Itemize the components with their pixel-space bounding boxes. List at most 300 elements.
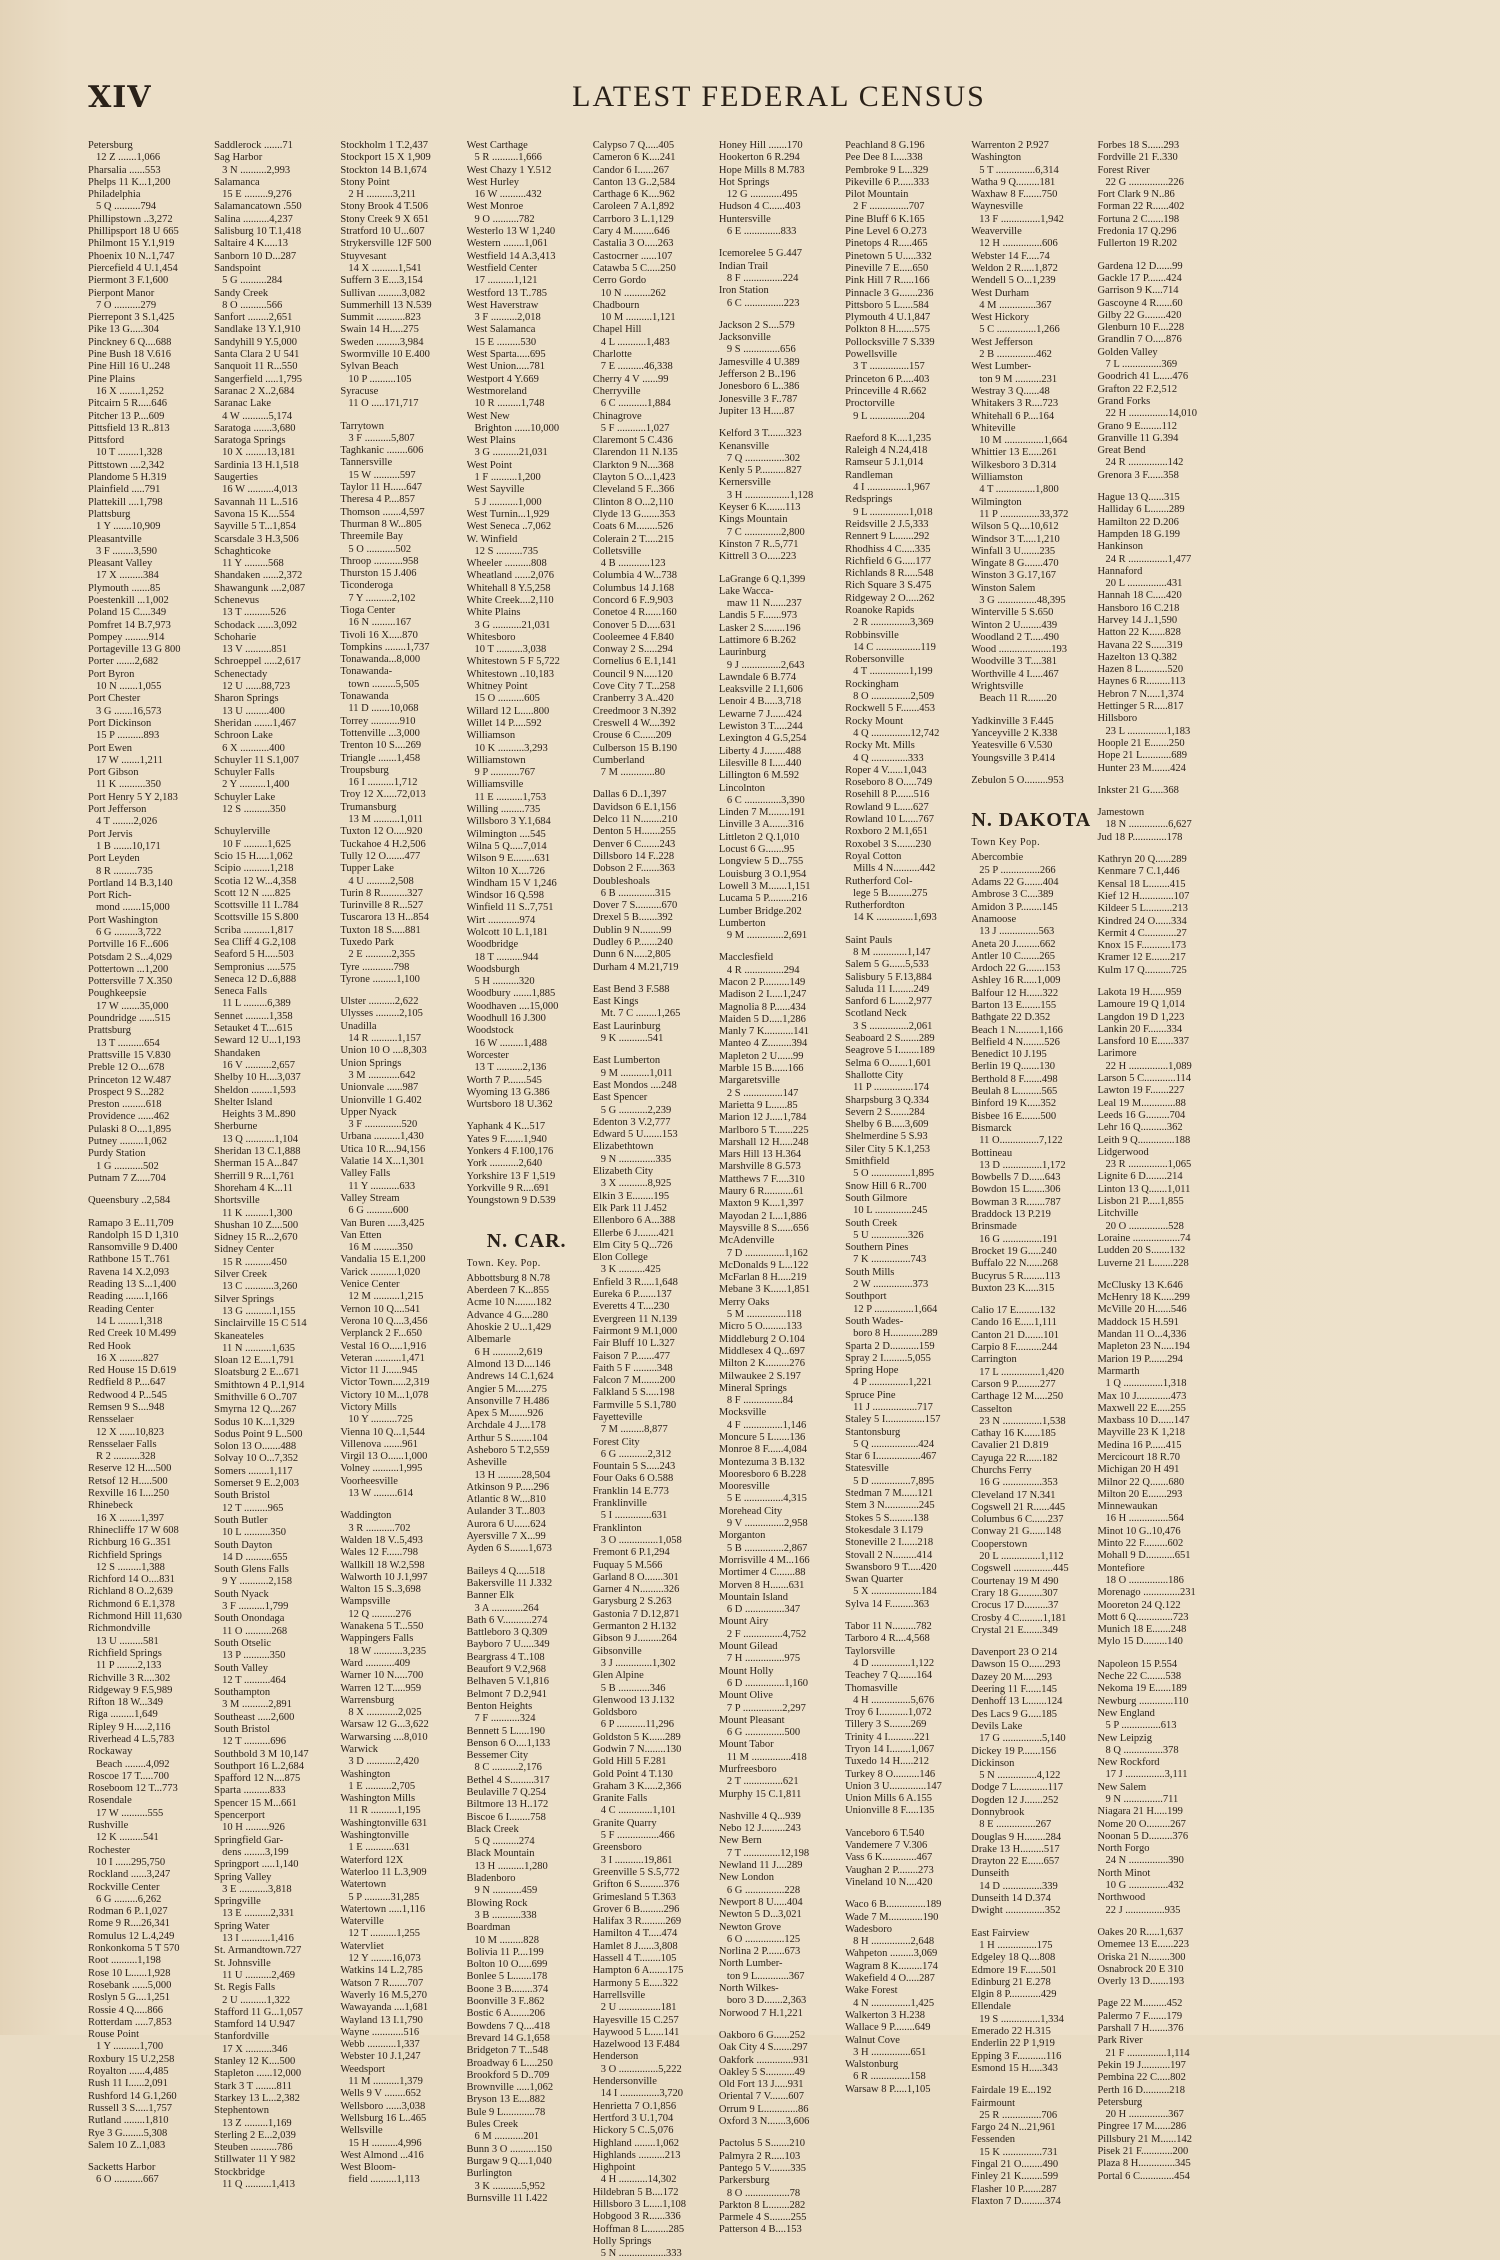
census-entry-continuation: 9 N ...........459: [474, 1885, 538, 1897]
census-entry: Solvay 10 O...7,352: [214, 1453, 299, 1465]
census-entry: Poestenkill ...1,002: [88, 594, 169, 606]
census-entry: Tyre ............798: [340, 961, 410, 973]
census-entry-continuation: 1 Y .......10,909: [96, 521, 161, 533]
census-entry: Lawton 19 F.......227: [1097, 1085, 1185, 1097]
census-entry: Pittsfield 13 R..813: [88, 422, 170, 434]
census-entry: Wales 12 F......798: [340, 1547, 419, 1559]
census-entry: Lexington 4 G.5,254: [718, 733, 807, 745]
census-entry: Unadilla: [340, 1020, 377, 1032]
census-entry: Crocus 17 D.........37: [971, 1600, 1059, 1612]
census-entry: Mercicourt 18 R.70: [1097, 1451, 1180, 1463]
census-entry: Somerset 9 E..2,003: [214, 1478, 300, 1490]
census-entry-continuation: 9 N ..............335: [600, 1153, 672, 1165]
census-entry: Saltaire 4 K.....13: [214, 238, 288, 250]
census-entry: Rutherfordton: [845, 900, 905, 912]
census-entry: Pisek 21 F............200: [1097, 2146, 1189, 2158]
census-entry-continuation: 13 C ...........3,260: [222, 1281, 298, 1293]
census-entry: Tyrone .........1,100: [340, 973, 420, 985]
census-entry-continuation: 5 C ...............1,266: [979, 324, 1060, 336]
census-entry: Winfield 11 S..7,751: [466, 902, 554, 914]
census-entry: Yonkers 4 F.100,176: [466, 1146, 554, 1158]
census-entry: Troupsburg: [340, 764, 389, 776]
census-entry: Manly 7 K...........141: [718, 1026, 810, 1038]
census-entry: Sea Cliff 4 G.2,108: [214, 937, 296, 948]
census-entry: Candor 6 I......267: [592, 164, 670, 176]
census-entry: West Union.....781: [466, 361, 546, 373]
census-entry: Rushford 14 G.1,260: [88, 2090, 177, 2102]
census-entry-continuation: 2 T ...............621: [726, 1776, 799, 1788]
census-entry: Royal Cotton: [845, 850, 902, 862]
census-entry: Port Chester: [88, 693, 141, 705]
census-entry: Wappingers Falls: [340, 1633, 414, 1645]
census-entry: Roxboro 2 M.1,651: [845, 826, 928, 838]
census-entry: White Plains: [466, 607, 521, 619]
census-entry-continuation: 10 T ..........3,038: [474, 644, 547, 656]
section-gap: [719, 418, 839, 428]
census-entry: Teachey 7 Q.......164: [845, 1670, 933, 1682]
census-entry: Glenburn 10 F....228: [1097, 322, 1185, 334]
census-entry: Pierpont Manor: [88, 287, 155, 299]
census-entry: Dogden 12 J.......252: [971, 1794, 1059, 1806]
census-entry: Monroe 8 F......4,084: [718, 1444, 808, 1456]
census-entry-continuation: 16 N .........167: [348, 617, 412, 629]
census-entry: Schodack ......3,092: [214, 619, 297, 631]
census-entry: Southbold 3 M 10,147: [214, 1748, 309, 1760]
census-entry: South Glens Falls: [214, 1564, 289, 1576]
census-entry-continuation: 5 N ..................333: [600, 2248, 682, 2260]
census-entry: Clarkton 9 N....368: [592, 459, 674, 471]
census-entry: Eureka 6 P.......137: [592, 1289, 672, 1301]
census-entry-continuation: 13 I ...........1,416: [222, 1933, 294, 1945]
census-entry-continuation: 2 F ...............707: [853, 201, 925, 213]
census-entry: Stockton 14 B.1,674: [340, 164, 427, 176]
census-entry: Munich 18 E.......248: [1097, 1624, 1187, 1636]
census-entry: Plaza 8 H..............345: [1097, 2158, 1191, 2170]
census-entry: Hoffman 8 L........285: [592, 2223, 685, 2235]
census-entry: Oak City 4 S.......297: [718, 2042, 808, 2054]
census-entry: Stamford 14 U.947: [214, 2019, 295, 2031]
census-entry: Rutherford Col-: [845, 875, 913, 887]
section-gap: [1097, 251, 1217, 261]
census-entry-continuation: 11 J .................717: [853, 1401, 933, 1413]
census-entry: Kildeer 5 L..........213: [1097, 903, 1188, 915]
census-entry: Chapel Hill: [592, 324, 642, 336]
census-entry: Salisburg 10 T.1,418: [214, 226, 302, 238]
census-entry: Sylva 14 F.........363: [845, 1598, 930, 1610]
census-entry: Warrensburg: [340, 1694, 395, 1706]
census-entry-continuation: 4 R ...............294: [726, 964, 800, 976]
census-entry: Shushan 10 Z....500: [214, 1219, 299, 1231]
census-entry: Saugerties: [214, 472, 258, 484]
census-entry: New Bern: [718, 1835, 762, 1847]
census-entry: Princeton 6 P.....403: [845, 373, 930, 385]
census-entry: Hatton 22 K......828: [1097, 627, 1181, 639]
census-entry: Sharpsburg 3 Q.334: [845, 1094, 930, 1106]
census-entry-continuation: 12 G ............495: [726, 189, 798, 201]
census-entry: Carrboro 3 L.1,129: [592, 213, 674, 225]
census-entry: Pingree 17 M......286: [1097, 2121, 1187, 2133]
census-entry: Taylorsville: [845, 1645, 896, 1657]
census-entry-continuation: 6 C ...............223: [726, 297, 800, 309]
census-entry: Casselton: [971, 1403, 1013, 1415]
census-entry: Phillipstown ..3,272: [88, 213, 173, 225]
census-entry: Westford 13 T..785: [466, 287, 547, 299]
census-entry: Scotland Neck: [845, 1008, 907, 1020]
census-entry: Warner 10 N.....700: [340, 1670, 424, 1682]
census-entry: Fountain 5 S.....243: [592, 1461, 676, 1473]
census-entry: Red Creek 10 M.499: [88, 1328, 177, 1340]
census-entry: Hendersonville: [592, 2076, 657, 2088]
census-entry: Poland 15 C....349: [88, 607, 167, 619]
census-entry: Wagram 8 K.........174: [845, 1960, 938, 1972]
census-entry: Cranberry 3 A..420: [592, 693, 674, 705]
census-entry: Mohall 9 D...........651: [1097, 1550, 1191, 1562]
census-entry: Valley Stream: [340, 1192, 400, 1204]
census-entry: Springport .....1,140: [214, 1859, 299, 1871]
census-entry-continuation: town .........5,505: [348, 678, 420, 690]
census-entry: Watervliet: [340, 1940, 384, 1952]
census-entry: Henderson: [592, 2051, 639, 2063]
census-entry: Canton 21 D.......101: [971, 1329, 1060, 1341]
census-entry: Sennet .........1,358: [214, 1010, 293, 1022]
census-entry: Woodbridge: [466, 939, 519, 951]
census-entry: Broadway 6 L....250: [466, 2057, 553, 2069]
census-entry: Whitehall 6 P....164: [971, 410, 1055, 422]
census-entry: Richmond 6 E.1,378: [88, 1598, 175, 1610]
census-entry: Conetoe 4 R......160: [592, 607, 677, 619]
census-entry: Benson 6 O....1,133: [466, 1737, 551, 1749]
census-entry: Bowbells 7 D......643: [971, 1172, 1061, 1184]
census-entry: Hillsboro: [1097, 713, 1138, 725]
census-entry-continuation: 17 X .........384: [96, 570, 159, 582]
census-entry: Lowell 3 M.......1,151: [718, 880, 811, 892]
census-entry: Rockaway: [88, 1746, 133, 1758]
census-entry: Garysburg 2 S.263: [592, 1596, 672, 1608]
census-entry: South Creek: [845, 1217, 898, 1229]
census-entry-continuation: 12 H ...............606: [979, 238, 1058, 250]
census-entry: Landis 5 F.......973: [718, 610, 798, 622]
census-entry-continuation: 3 F ..........5,807: [348, 432, 415, 444]
census-entry: Donnybrook: [971, 1807, 1025, 1818]
census-entry: Marble 15 B......166: [718, 1063, 804, 1075]
census-entry: Siler City 5 K.1,253: [845, 1143, 930, 1155]
census-entry: Wurtsboro 18 U.362: [466, 1099, 553, 1111]
census-entry: Waynesville: [971, 201, 1023, 213]
census-entry: Upper Nyack: [340, 1106, 397, 1118]
census-entry-continuation: 6 G ...............228: [726, 1884, 801, 1896]
census-entry: Cumberland: [592, 754, 645, 766]
census-entry-continuation: 6 C ..............3,390: [726, 794, 805, 806]
census-entry: Hazelwood 13 F.484: [592, 2039, 680, 2051]
census-entry: Spencer 15 M...661: [214, 1797, 297, 1809]
census-entry: Sandy Creek: [214, 287, 269, 299]
census-entry: Winston 3 G.17,167: [971, 570, 1057, 582]
census-entry: Colerain 2 T.....215: [592, 533, 674, 545]
census-entry: Santa Clara 2 U 541: [214, 349, 300, 361]
census-entry: Roscoe 17 T.....700: [88, 1770, 169, 1782]
census-entry: Sheldon ........1,593: [214, 1084, 296, 1096]
census-entry: Lattimore 6 B.262: [718, 634, 797, 646]
census-entry-continuation: 9 V ...............2,958: [726, 1518, 808, 1530]
census-entry-continuation: 4 T ...............1,199: [853, 666, 933, 678]
census-entry: Carrington: [971, 1354, 1017, 1366]
census-entry: Germanton 2 H.132: [592, 1621, 677, 1633]
census-entry: Scriba ..........1,817: [214, 924, 294, 936]
census-entry-continuation: 3 O ...............1,058: [600, 1534, 682, 1546]
census-entry: Brownville .....1,062: [466, 2082, 554, 2094]
census-entry: Spring Water: [214, 1920, 270, 1932]
census-entry-continuation: 23 L ...............1,183: [1105, 725, 1191, 737]
census-entry: Willing .........735: [466, 804, 541, 816]
census-entry: Wake Forest: [845, 1985, 898, 1997]
census-entry: Pactolus 5 S.......210: [718, 2138, 805, 2150]
census-entry: Robbinsville: [845, 629, 899, 641]
census-entry-continuation: 13 T ..........654: [96, 1037, 160, 1049]
census-entry: Forest River: [1097, 164, 1150, 176]
census-entry: Suffern 3 E....3,154: [340, 275, 423, 287]
census-entry: Threemile Bay: [340, 531, 404, 543]
census-entry: Richville 3 R....302: [88, 1672, 171, 1684]
census-entry: West Almond ...416: [340, 2149, 424, 2161]
section-gap: [845, 925, 965, 935]
census-entry: Northwood: [1097, 1892, 1146, 1904]
census-entry: South Bristol: [214, 1724, 270, 1735]
census-entry: Pinckney 6 Q....688: [88, 336, 172, 348]
census-entry: Sterling 2 E...2,039: [214, 2129, 296, 2141]
census-entry: Maxwell 22 E.....255: [1097, 1402, 1186, 1414]
census-entry: Ticonderoga: [340, 580, 394, 592]
census-entry: Turkey 8 O..........146: [845, 1768, 936, 1780]
census-entry: West Bloom-: [340, 2162, 396, 2174]
census-entry: Stapleton ......12,000: [214, 2068, 302, 2080]
census-entry: Riga .........1,649: [88, 1709, 158, 1721]
census-entry: Castalia 3 O.....263: [592, 238, 674, 250]
census-entry-continuation: 17 X ..........346: [222, 2043, 288, 2055]
census-entry-continuation: 16 W ..........432: [474, 189, 542, 201]
census-entry: Urbana ..........1,430: [340, 1131, 424, 1143]
census-entry: Winton 2 U........439: [971, 619, 1058, 631]
census-entry: Margaretsville: [718, 1075, 780, 1087]
census-entry: Tivoli 16 X.....870: [340, 629, 418, 641]
census-entry: Bethel 4 S.........317: [466, 1774, 550, 1786]
census-entry: Schoharie: [214, 631, 257, 643]
census-entry: Rexville 16 I....250: [88, 1488, 170, 1500]
census-entry: Clyde 13 G.......353: [592, 508, 676, 520]
census-entry: Biscoe 6 I........758: [466, 1811, 546, 1823]
census-entry-continuation: 3 E ...........3,818: [222, 1883, 292, 1895]
census-entry-continuation: 15 E .........530: [474, 336, 537, 348]
census-entry-continuation: 5 J ...........1,000: [474, 496, 542, 508]
census-entry: Tabor 11 N.........782: [845, 1621, 932, 1633]
census-entry-continuation: 13 Z .........1,169: [222, 2117, 292, 2129]
census-entry-continuation: 13 G ..........1,155: [222, 1305, 296, 1317]
census-entry: Victory Mills: [340, 1401, 397, 1413]
census-entry: St. Regis Falls: [214, 1982, 276, 1994]
census-entry: Vanceboro 6 T.540: [845, 1827, 925, 1839]
census-entry-continuation: 9 M ...........1,011: [600, 1067, 673, 1079]
census-entry: Shelby 10 H....3,037: [214, 1072, 301, 1084]
census-entry: Saluda 11 I........249: [845, 983, 930, 995]
census-entry: Southeast .....2,600: [214, 1711, 295, 1723]
census-entry: Summit ...........823: [340, 312, 421, 324]
census-entry: Redsprings: [845, 494, 893, 506]
section-gap: [340, 986, 460, 996]
census-entry: Tuckahoe 4 H.2,506: [340, 838, 426, 850]
census-entry-continuation: Mt. 7 C ........1,265: [600, 1008, 681, 1020]
census-entry-continuation: 7 P ...............2,297: [726, 1702, 806, 1714]
census-entry: Wendell 5 O...1,239: [971, 275, 1056, 287]
census-entry-continuation: Beach 11 R.......20: [979, 693, 1057, 705]
census-entry: Garland 8 O.......301: [592, 1571, 679, 1583]
census-entry-continuation: 10 N ..........262: [600, 287, 667, 299]
census-entry: Bismarck: [971, 1122, 1012, 1134]
census-entry: Hannah 18 C.....420: [1097, 590, 1182, 602]
census-entry-continuation: 11 P ...............174: [853, 1082, 930, 1094]
census-entry-continuation: 6 X ...........400: [222, 742, 285, 754]
census-entry: Aberdeen 7 K...855: [466, 1285, 550, 1297]
census-entry-continuation: 11 Q ..........1,413: [222, 2178, 295, 2190]
section-gap: [467, 1111, 587, 1121]
section-gap: [467, 1556, 587, 1566]
census-entry-continuation: 1 F ..........1,200: [474, 472, 541, 484]
census-entry: Union Mills 6 A.155: [845, 1793, 933, 1805]
section-gap: [971, 1295, 1091, 1305]
census-entry: Romulus 12 L.4,249: [88, 1930, 175, 1942]
census-entry: Mars Hill 13 H.364: [718, 1149, 802, 1161]
census-entry: Shallotte City: [845, 1069, 904, 1081]
census-entry: Kittrell 3 O.....223: [718, 551, 797, 563]
census-entry: Mount Pleasant: [718, 1714, 785, 1726]
census-entry-continuation: 9 L ...............1,018: [853, 506, 933, 518]
census-entry: Phillipsport 18 U 665: [88, 226, 179, 238]
census-column: [593, 140, 713, 2260]
census-entry: Dunseith: [971, 1868, 1010, 1880]
census-entry: Whitestown 5 F 5,722: [466, 656, 560, 668]
section-gap: [845, 1611, 965, 1621]
census-entry: Sodus Point 9 L..500: [214, 1428, 303, 1440]
census-entry: Haywood 5 L.....141: [592, 2026, 680, 2038]
census-entry: Portland 14 B.3,140: [88, 877, 173, 889]
census-entry: Oakboro 6 G......252: [718, 2029, 806, 2041]
section-gap: [88, 1185, 208, 1195]
census-entry: Bath 6 V...........274: [466, 1614, 548, 1626]
census-entry: Kathryn 20 Q......289: [1097, 854, 1187, 866]
census-entry-continuation: 13 V ..........851: [222, 644, 288, 656]
census-entry: Woodbury .......1,885: [466, 988, 556, 1000]
census-entry-continuation: 17 W ..........555: [96, 1807, 164, 1819]
census-entry: Peachland 8 G.196: [845, 140, 925, 151]
census-entry: Verona 10 Q....3,456: [340, 1315, 428, 1327]
census-entry: Parshall 7 H.......376: [1097, 2023, 1184, 2035]
census-entry: Maiden 5 D.....1,286: [718, 1013, 806, 1025]
census-entry-continuation: 6 E ..............833: [726, 226, 797, 238]
census-entry: Enfield 3 R.....1,648: [592, 1276, 678, 1288]
census-entry-continuation: 1 H ...............175: [979, 1939, 1053, 1951]
census-entry: West Hickory: [971, 312, 1030, 324]
census-entry: Dodge 7 L............117: [971, 1782, 1064, 1794]
census-entry-continuation: 3 K ..........425: [600, 1264, 661, 1276]
census-entry: Tully 12 O.......477: [340, 850, 421, 862]
census-entry: Emerado 22 H.315: [971, 2026, 1051, 2038]
census-entry: Greenville 5 S.5,772: [592, 1866, 680, 1878]
census-entry: Petersburg: [88, 140, 133, 151]
census-entry: Reading Center: [88, 1303, 154, 1315]
census-entry-continuation: 10 P ..........105: [348, 373, 412, 385]
census-entry: Walnut Cove: [845, 2034, 900, 2046]
census-entry: Gilby 22 G........420: [1097, 309, 1182, 321]
census-entry-continuation: 12 U ......88,723: [222, 681, 291, 693]
census-entry: Walstonburg: [845, 2059, 899, 2071]
census-entry-continuation: 24 N ...............390: [1105, 1855, 1184, 1867]
census-entry: Stockholm 1 T.2,437: [340, 140, 429, 151]
census-entry: Rockwell 5 F.......453: [845, 703, 935, 715]
census-entry: Dawson 15 O......293: [971, 1659, 1061, 1671]
census-entry-continuation: 12 P ...............1,664: [853, 1303, 938, 1315]
census-entry-continuation: 12 T .........965: [222, 1502, 284, 1514]
census-entry: Cornelius 6 E.1,141: [592, 656, 677, 668]
section-gap: [593, 974, 713, 984]
census-entry-continuation: 14 I ...............3,720: [600, 2088, 683, 2100]
census-entry: Bunn 3 O ..........150: [466, 2143, 552, 2155]
census-entry: Warwarsing ....8,010: [340, 1731, 428, 1743]
census-entry: Longview 5 D...755: [718, 856, 804, 868]
census-entry: Western ........1,061: [466, 238, 548, 250]
census-entry: West Sayville: [466, 484, 525, 496]
census-entry: Stony Brook 4 T.506: [340, 201, 429, 213]
census-entry: Hamilton 22 D.206: [1097, 516, 1179, 528]
census-entry: Orrum 9 L.............86: [718, 2103, 809, 2115]
census-entry-continuation: 8 O ...............2,509: [853, 691, 935, 703]
census-entry-continuation: 10 R .........1,748: [474, 398, 545, 410]
census-entry: Windsor 3 T.....1,210: [971, 533, 1060, 545]
census-entry: Ronkonkoma 5 T 570: [88, 1943, 180, 1955]
census-entry: Port Ewen: [88, 742, 133, 754]
census-entry: Calio 17 E.........132: [971, 1305, 1056, 1317]
census-entry: Bakersville 11 J.332: [466, 1577, 553, 1589]
census-entry: Minnewaukan: [1097, 1501, 1158, 1513]
census-entry: Spruce Pine: [845, 1389, 896, 1401]
census-entry: Lillington 6 M.592: [718, 770, 800, 782]
census-entry: Pittsboro 5 L.....584: [845, 299, 929, 311]
census-entry: Micro 5 O.........133: [718, 1321, 803, 1333]
census-entry: Harmony 5 E.....322: [592, 1977, 679, 1989]
census-entry-continuation: field ..........1,113: [348, 2174, 420, 2186]
census-entry: Concord 6 F..9,903: [592, 594, 674, 606]
census-entry: New Salem: [1097, 1781, 1147, 1793]
census-entry-continuation: 3 M ..........2,891: [222, 1699, 292, 1711]
census-entry: Saratoga .......3,680: [214, 422, 296, 434]
section-gap: [719, 238, 839, 248]
census-entry: Beulaville 7 Q.254: [466, 1787, 547, 1798]
census-entry: Spring Valley: [214, 1871, 272, 1883]
census-entry-continuation: dens ........3,199: [222, 1846, 289, 1858]
census-entry: Pleasantville: [88, 533, 142, 545]
census-entry: Colletsville: [592, 545, 642, 557]
census-column: [845, 140, 965, 2260]
census-entry: Sullivan .........3,082: [340, 287, 426, 299]
census-entry: Waterford 12X: [340, 1854, 404, 1866]
census-entry: Pine Level 6 O.273: [845, 226, 927, 238]
census-entry: Mount Olive: [718, 1690, 773, 1702]
census-entry: Pitcher 13 P....609: [88, 410, 165, 422]
census-entry: Clinton 8 O...2,110: [592, 496, 674, 508]
census-entry-continuation: 11 O .....171,717: [348, 398, 419, 410]
census-entry: Tuxedo 14 H.....212: [845, 1756, 929, 1768]
census-entry-continuation: 7 Y ..........2,102: [348, 592, 416, 604]
section-gap: [1097, 1649, 1217, 1659]
census-entry: Wahpeton .........3,069: [845, 1948, 938, 1960]
census-entry: Lankin 20 F.......334: [1097, 1023, 1183, 1035]
